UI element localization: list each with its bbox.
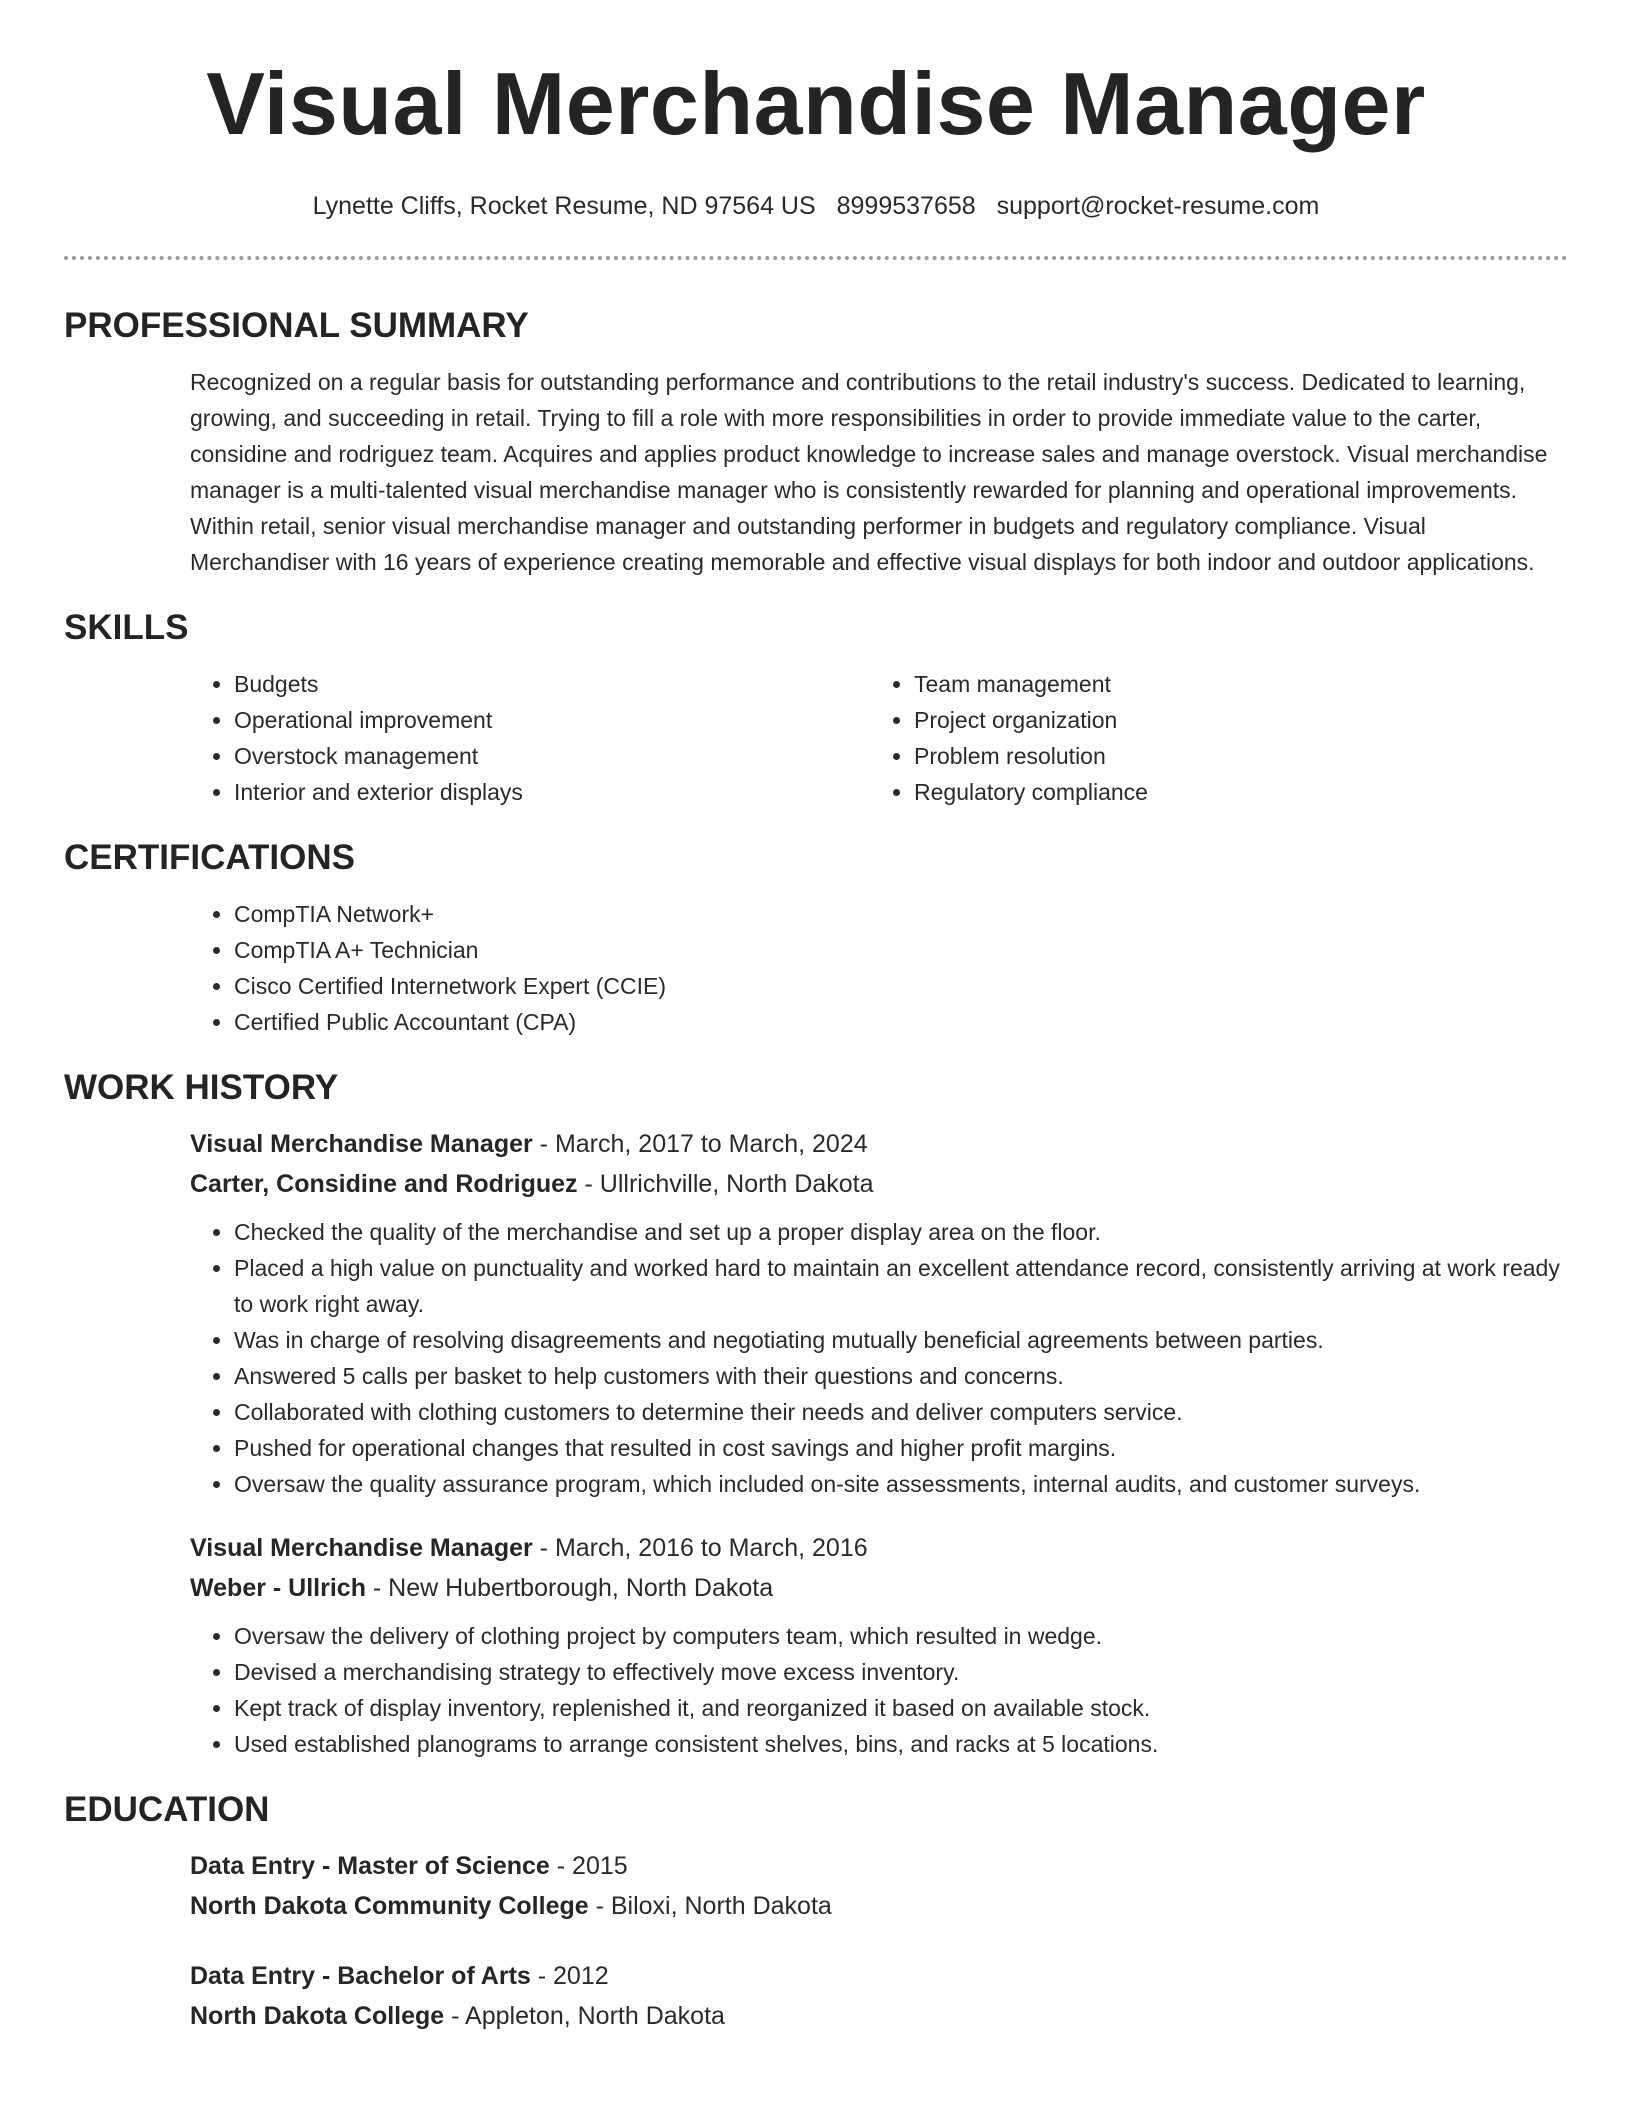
job-role: Visual Merchandise Manager xyxy=(190,1130,533,1158)
section-title-summary: PROFESSIONAL SUMMARY xyxy=(64,306,529,345)
list-item: • Devised a merchandising strategy to effectively move excess inventory. xyxy=(234,1654,1568,1690)
degree-year: - 2012 xyxy=(530,1962,609,1990)
list-item: • Operational improvement xyxy=(234,702,870,738)
page-title: Visual Merchandise Manager xyxy=(206,54,1426,153)
job-location: - Ullrichville, North Dakota xyxy=(577,1170,874,1198)
skills-column-right xyxy=(870,666,1550,810)
certifications-section xyxy=(64,836,1568,1040)
degree-year: - 2015 xyxy=(549,1852,628,1880)
certifications-list xyxy=(190,896,1568,1040)
list-item: • Used established planograms to arrange consistent shelves, bins, and racks at 5 locations. xyxy=(234,1726,1568,1762)
job-company-line xyxy=(190,1164,1568,1204)
contact-line xyxy=(0,190,1632,222)
job-dates: - March, 2016 to March, 2016 xyxy=(532,1534,868,1562)
section-title-work: WORK HISTORY xyxy=(64,1068,339,1107)
contact-email: support@rocket-resume.com xyxy=(996,192,1320,220)
list-item: • Certified Public Accountant (CPA) xyxy=(234,1004,1568,1040)
list-item: • Interior and exterior displays xyxy=(234,774,870,810)
job-bullets xyxy=(190,1618,1568,1762)
list-item: • Checked the quality of the merchandise and set up a proper display area on the floor. xyxy=(234,1214,1568,1250)
section-title-skills: SKILLS xyxy=(64,608,189,647)
summary-section xyxy=(64,304,1568,580)
list-item: • Placed a high value on punctuality and worked hard to maintain an excellent attendance record, consistently arriving at work ready to work right away. xyxy=(234,1250,1568,1322)
list-item: • Team management xyxy=(914,666,1550,702)
degree-name: Data Entry - Bachelor of Arts xyxy=(190,1962,531,1990)
list-item: • Cisco Certified Internetwork Expert (CCIE) xyxy=(234,968,1568,1004)
degree-line xyxy=(190,1956,1568,1996)
school-name: North Dakota Community College xyxy=(190,1892,589,1920)
school-line xyxy=(190,1996,1568,2036)
job-company: Weber - Ullrich xyxy=(190,1574,366,1602)
school-location: - Appleton, North Dakota xyxy=(444,2002,725,2030)
school-line xyxy=(190,1886,1568,1926)
certifications-list-wrap xyxy=(190,896,1568,1040)
list-item: • Oversaw the delivery of clothing project by computers team, which resulted in wedge. xyxy=(234,1618,1568,1654)
contact-address: Lynette Cliffs, Rocket Resume, ND 97564 US xyxy=(312,192,816,220)
job-dates: - March, 2017 to March, 2024 xyxy=(532,1130,868,1158)
list-item: • Regulatory compliance xyxy=(914,774,1550,810)
work-history-section xyxy=(64,1066,1568,1762)
school-name: North Dakota College xyxy=(190,2002,445,2030)
list-item: • Was in charge of resolving disagreements and negotiating mutually beneficial agreements between parties. xyxy=(234,1322,1568,1358)
resume-header xyxy=(0,0,1632,222)
education-entry xyxy=(190,1956,1568,2036)
summary-text: Recognized on a regular basis for outstanding performance and contributions to the retail industry's success. Dedicated to learning, growing, and succeeding in retail. Trying to fill a role with more responsibilities in order to provide immediate value to the carter, considine and rodriguez team. Acquires and applies product knowledge to increase sales and manage overstock. Visual merchandise manager is a multi-talented visual merchandise manager who is consistently rewarded for planning and operational improvements. Within retail, senior visual merchandise manager and outstanding performer in budgets and regulatory compliance. Visual Merchandiser with 16 years of experience creating memorable and effective visual displays for both indoor and outdoor applications. xyxy=(190,369,1548,575)
list-item: • Budgets xyxy=(234,666,870,702)
job-location: - New Hubertborough, North Dakota xyxy=(365,1574,774,1602)
skills-grid xyxy=(190,666,1568,810)
degree-line xyxy=(190,1846,1568,1886)
list-item: • Oversaw the quality assurance program, which included on-site assessments, internal audits, and customer surveys. xyxy=(234,1466,1568,1502)
list-item: • CompTIA A+ Technician xyxy=(234,932,1568,968)
job-company-line xyxy=(190,1568,1568,1608)
list-item: • Problem resolution xyxy=(914,738,1550,774)
degree-name: Data Entry - Master of Science xyxy=(190,1852,550,1880)
education-entry xyxy=(190,1846,1568,1926)
section-title-certifications: CERTIFICATIONS xyxy=(64,838,356,877)
skills-section xyxy=(64,606,1568,810)
skills-column-left xyxy=(190,666,870,810)
header-divider xyxy=(64,256,1568,260)
list-item: • CompTIA Network+ xyxy=(234,896,1568,932)
education-section xyxy=(64,1788,1568,2036)
contact-phone: 8999537658 xyxy=(836,192,976,220)
job-company: Carter, Considine and Rodriguez xyxy=(190,1170,578,1198)
job-title-line xyxy=(190,1124,1568,1164)
school-location: - Biloxi, North Dakota xyxy=(588,1892,832,1920)
list-item: • Project organization xyxy=(914,702,1550,738)
list-item: • Overstock management xyxy=(234,738,870,774)
job-title-line xyxy=(190,1528,1568,1568)
list-item: • Collaborated with clothing customers to determine their needs and deliver computers service. xyxy=(234,1394,1568,1430)
job-bullets xyxy=(190,1214,1568,1502)
job-entry xyxy=(190,1124,1568,1502)
job-role: Visual Merchandise Manager xyxy=(190,1534,533,1562)
list-item: • Answered 5 calls per basket to help customers with their questions and concerns. xyxy=(234,1358,1568,1394)
job-entry xyxy=(190,1528,1568,1762)
section-title-education: EDUCATION xyxy=(64,1790,270,1829)
list-item: • Kept track of display inventory, replenished it, and reorganized it based on available stock. xyxy=(234,1690,1568,1726)
list-item: • Pushed for operational changes that resulted in cost savings and higher profit margins. xyxy=(234,1430,1568,1466)
